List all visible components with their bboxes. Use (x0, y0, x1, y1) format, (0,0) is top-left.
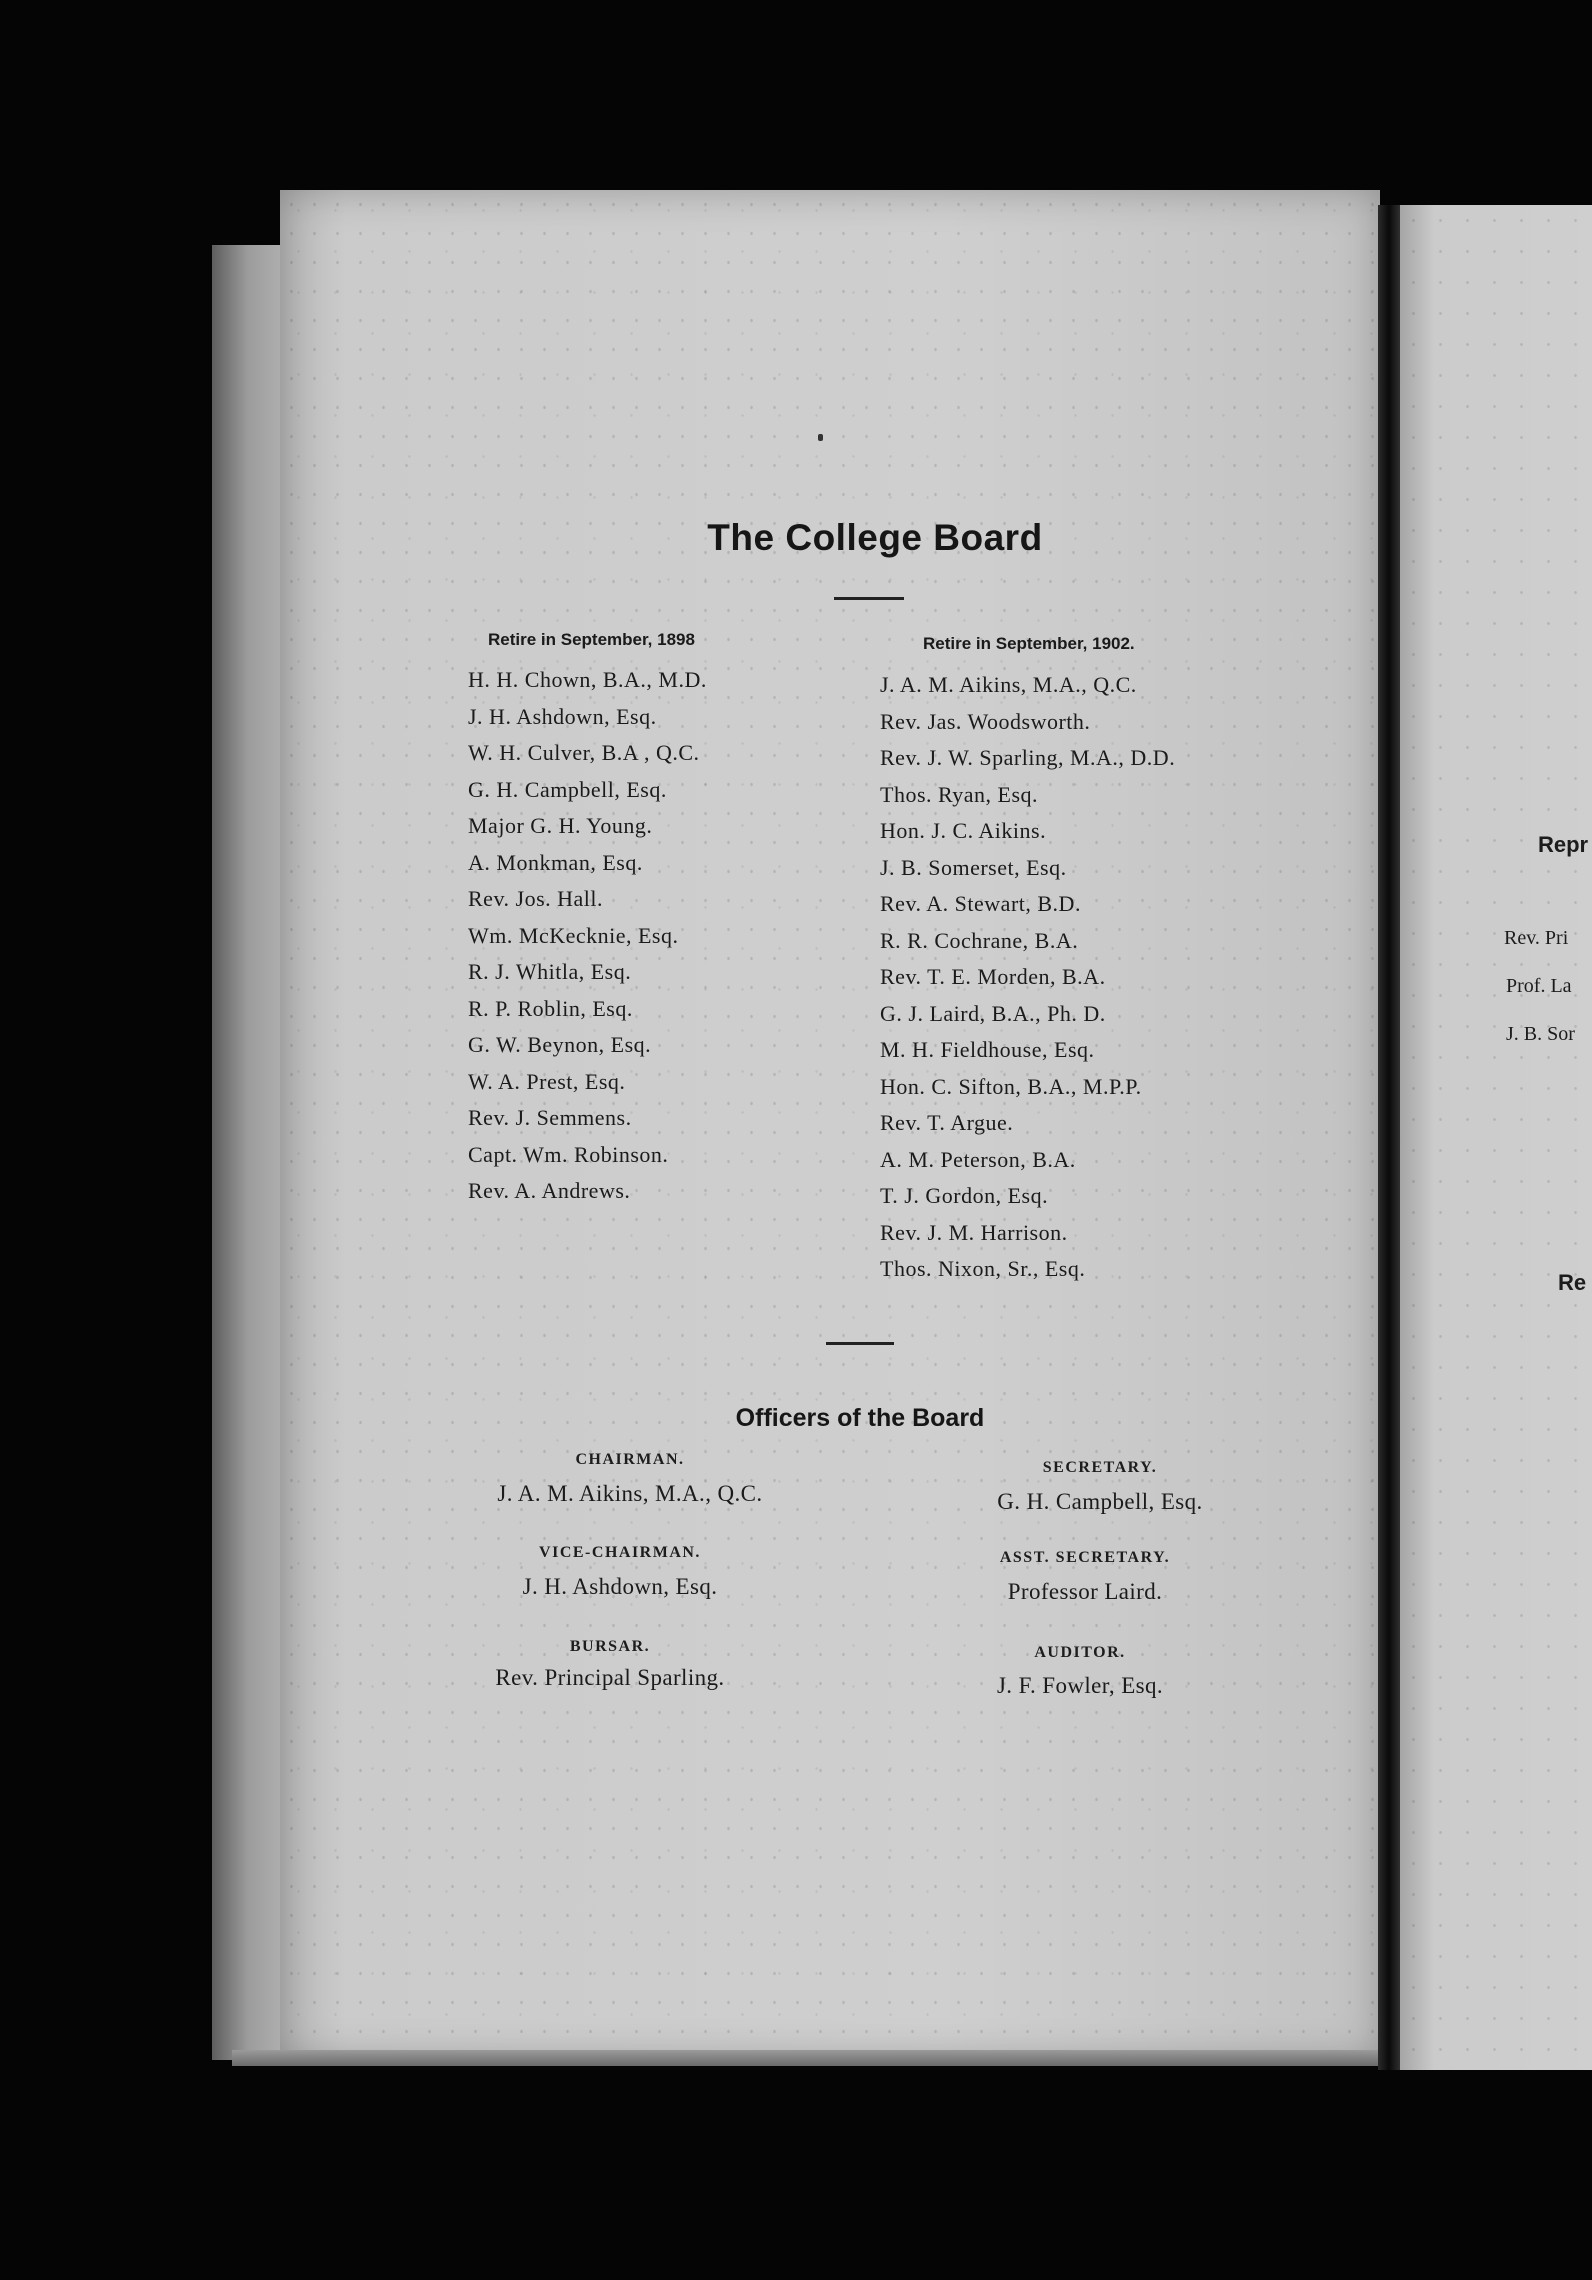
bursar-name: Rev. Principal Sparling. (495, 1665, 725, 1690)
auditor-name: J. F. Fowler, Esq. (996, 1673, 1164, 1698)
right-column-heading: Retire in September, 1902. (923, 634, 1135, 653)
member-name: Wm. McKecknie, Esq. (468, 922, 679, 948)
chairman-label: CHAIRMAN. (575, 1451, 685, 1468)
member-name: Capt. Wm. Robinson. (468, 1141, 669, 1167)
member-name: W. A. Prest, Esq. (468, 1068, 626, 1094)
facing-page-line: Prof. La (1506, 975, 1572, 997)
member-name: G. H. Campbell, Esq. (468, 776, 667, 802)
member-name: M. H. Fieldhouse, Esq. (880, 1037, 1095, 1062)
member-name: Thos. Nixon, Sr., Esq. (880, 1256, 1086, 1281)
vice-chairman-name: J. H. Ashdown, Esq. (522, 1574, 718, 1599)
member-name: Rev. T. E. Morden, B.A. (880, 964, 1106, 989)
member-name: Rev. A. Andrews. (468, 1178, 631, 1203)
bursar-label: BURSAR. (569, 1638, 651, 1655)
member-name: J. H. Ashdown, Esq. (468, 703, 657, 729)
facing-page-heading: Repr (1538, 832, 1589, 857)
member-name: Rev. J. Semmens. (468, 1105, 632, 1130)
facing-page-line: J. B. Sor (1506, 1023, 1575, 1045)
member-name: A. Monkman, Esq. (468, 849, 643, 875)
book-page-right (1400, 205, 1592, 2070)
member-name: R. P. Roblin, Esq. (468, 995, 633, 1021)
officers-title: Officers of the Board (735, 1404, 985, 1432)
member-name: H. H. Chown, B.A., M.D. (468, 667, 707, 692)
member-name: G. J. Laird, B.A., Ph. D. (880, 1000, 1106, 1026)
member-name: Rev. Jas. Woodsworth. (880, 708, 1091, 734)
member-name: Major G. H. Young. (468, 813, 653, 838)
facing-page-heading: Re (1558, 1270, 1587, 1295)
page-bottom-edge (232, 2050, 1392, 2066)
asst-secretary-label: ASST. SECRETARY. (999, 1549, 1171, 1566)
member-name: Rev. J. W. Sparling, M.A., D.D. (880, 745, 1176, 770)
member-name: W. H. Culver, B.A , Q.C. (468, 740, 700, 765)
chairman-name: J. A. M. Aikins, M.A., Q.C. (497, 1481, 763, 1506)
ink-speck (818, 434, 823, 441)
asst-secretary-name: Professor Laird. (1007, 1579, 1163, 1604)
member-name: R. R. Cochrane, B.A. (880, 927, 1079, 953)
left-member-list (468, 662, 707, 1210)
member-name: R. J. Whitla, Esq. (468, 959, 632, 984)
book-page-left (280, 190, 1380, 2060)
member-name: A. M. Peterson, B.A. (880, 1146, 1076, 1172)
section-divider (826, 1342, 894, 1345)
title-divider (834, 597, 904, 600)
member-name: J. A. M. Aikins, M.A., Q.C. (880, 672, 1137, 697)
book-gutter (1378, 205, 1400, 2070)
auditor-label: AUDITOR. (1034, 1644, 1126, 1661)
member-name: Rev. Jos. Hall. (468, 886, 604, 911)
member-name: Hon. J. C. Aikins. (880, 818, 1047, 843)
left-column-heading: Retire in September, 1898 (488, 630, 695, 649)
secretary-label: SECRETARY. (1042, 1459, 1158, 1476)
member-name: J. B. Somerset, Esq. (880, 854, 1067, 880)
member-name: Hon. C. Sifton, B.A., M.P.P. (880, 1073, 1142, 1099)
member-name: Rev. J. M. Harrison. (880, 1219, 1068, 1245)
vice-chairman-label: VICE-CHAIRMAN. (539, 1544, 701, 1561)
secretary-name: G. H. Campbell, Esq. (997, 1489, 1203, 1514)
right-member-list (880, 667, 1175, 1288)
member-name: Rev. T. Argue. (880, 1110, 1014, 1135)
page-title: The College Board (707, 517, 1043, 558)
facing-page-line: Rev. Pri (1504, 927, 1569, 949)
member-name: G. W. Beynon, Esq. (468, 1032, 652, 1057)
member-name: Thos. Ryan, Esq. (880, 781, 1039, 807)
member-name: T. J. Gordon, Esq. (880, 1183, 1049, 1208)
member-name: Rev. A. Stewart, B.D. (880, 891, 1081, 916)
